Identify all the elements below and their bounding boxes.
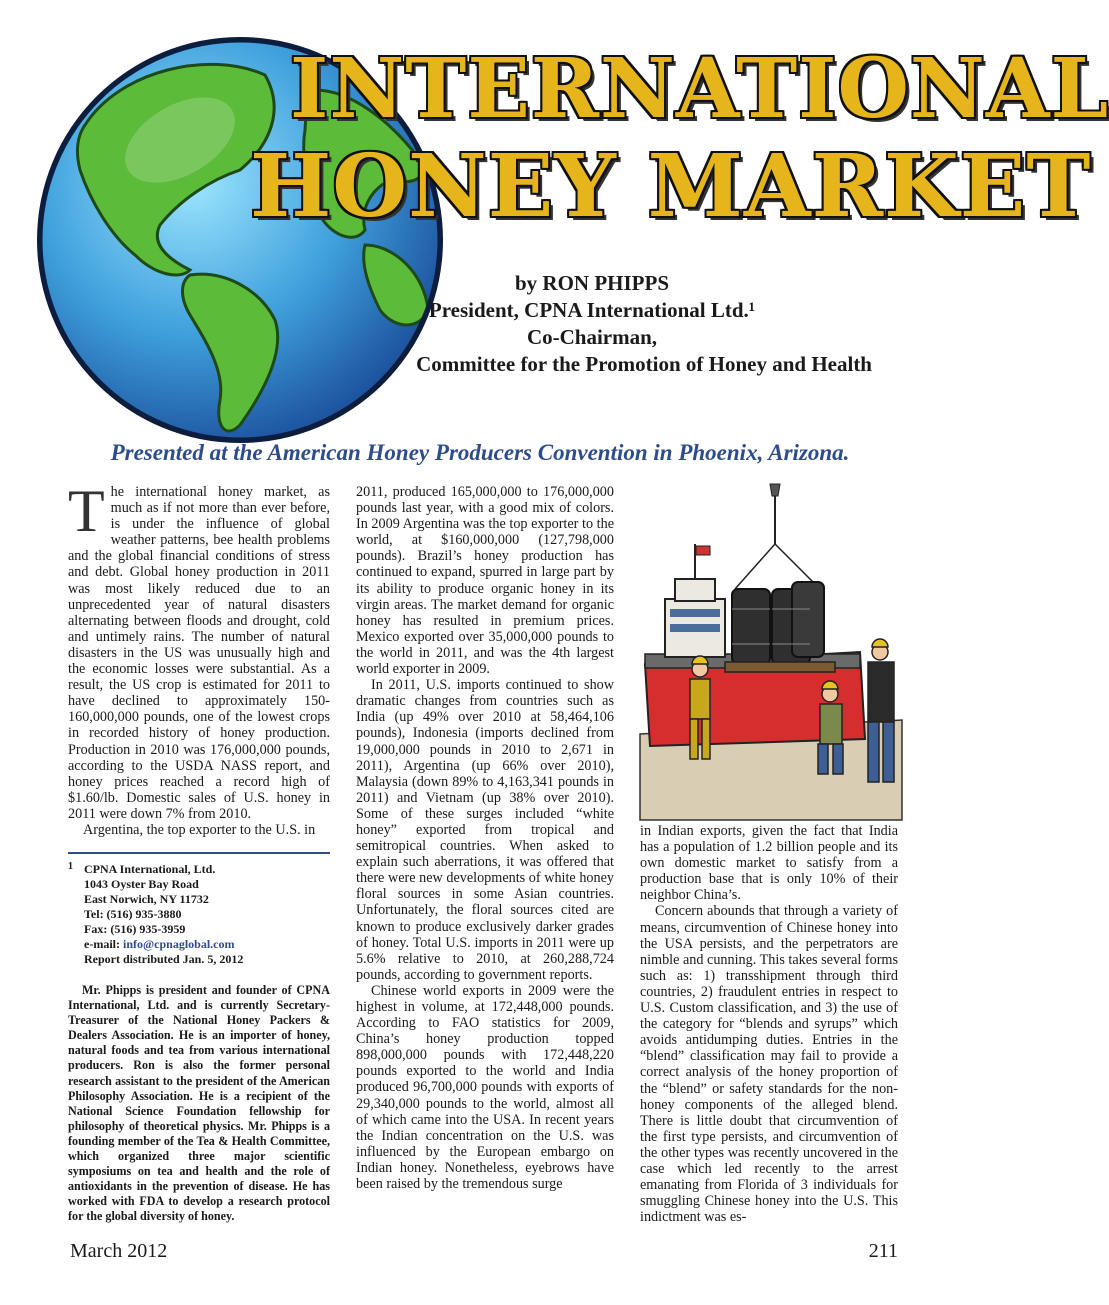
footnote-divider	[68, 852, 330, 854]
title-line-1: INTERNATIONAL	[290, 41, 1109, 137]
author-role: Co-Chairman,	[526, 325, 658, 349]
column-2-paragraph-3: Chinese world exports in 2009 were the highest in volume, at 172,448,000 pounds. According to FAO statistics for 2009, China’s honey production topped 898,000,000 pounds with 172,448,220 pounds exported to the world and India produced 96,700,000 pounds with exports of 29,340,000 pounds to the world, almost all of which came into the USA. In recent years the Indian concentration on the U.S. was influenced by the European embargo on Indian honey. Nonetheless, eyebrows have been raised by the tremendous surge	[356, 982, 614, 1193]
email-link[interactable]: info@cpnaglobal.com	[122, 937, 235, 951]
presented-at-subtitle: Presented at the American Honey Producers Convention in Phoenix, Arizona.	[110, 440, 850, 465]
page-number: 211	[868, 1240, 898, 1262]
author-committee: Committee for the Promotion of Honey and Health	[416, 352, 872, 376]
column-3	[640, 823, 898, 1225]
footnote-line: East Norwich, NY 11732	[84, 892, 209, 906]
column-2-paragraph-1: 2011, produced 165,000,000 to 176,000,000 pounds last year, with a good mix of colors. In 2009 Argentina was the top exporter to the world, at $160,000,000 (127,798,000 pounds). Brazil’s honey production has continued to expand, spurred in large part by its ability to produce organic honey in its virgin areas. The market demand for organic honey has resulted in premium prices. Mexico exported over 35,000,000 pounds to the world in 2011, and was the 4th largest world exporter in 2009.	[356, 484, 614, 678]
column-1	[68, 478, 330, 838]
footnote-report-date: Report distributed Jan. 5, 2012	[84, 952, 244, 966]
column-1-paragraph-1: The international honey market, as much as if not more than ever before, is under the influence of global weather patterns, bee health problems and the global financial conditions of stress and debt. Global honey production in 2011 was most likely reduced due to an unprecedented year of natural disasters alternating between floods and drought, cold and untimely rains. The number of natural disasters in the US was unusually high and the economic losses were substantial. As a result, the US crop is estimated for 2011 to have declined to approximately 150-160,000,000 pounds, one of the lowest crops in recorded history of honey production. Production in 2010 was 176,000,000 pounds, according to the USDA NASS report, and honey prices reached a record high of $1.60/lb. Domestic sales of U.S. honey in 2011 were down 7% from 2010.	[68, 478, 330, 822]
footnote-line: Tel: (516) 935-3880	[84, 907, 182, 921]
ship-unloading-illustration	[640, 484, 902, 820]
author-bio: Mr. Phipps is president and founder of CPNA International, Ltd. and is currently Secretary-Treasurer of the National Honey Packers & Dealers Association. He is an importer of honey, natural foods and tea from various international producers. Ron is also the former personal research assistant to the president of the American Philosophy Association. He is a recipient of the National Science Foundation fellowship for philosophy of theoretical physics. Mr. Phipps is a founding member of the Tea & Health Committee, which organized three major scientific symposiums on tea and health and the role of antioxidants in the prevention of disease. He has worked with FDA to develop a research protocol for the global diversity of honey.	[68, 983, 330, 1224]
column-1-paragraph-2: Argentina, the top exporter to the U.S. in	[83, 821, 316, 838]
drop-cap: T	[68, 478, 105, 544]
footnote	[68, 862, 330, 967]
title-line-2: HONEY MARKET	[250, 136, 1092, 237]
column-2	[356, 484, 614, 1192]
column-3-paragraph-1: in Indian exports, given the fact that India has a population of 1.2 billion people and its own domestic market to satisfy from a production base that is only 10% of their neighbor China’s.	[640, 823, 898, 904]
footnote-line: CPNA International, Ltd.	[84, 862, 216, 876]
footnote-mark: 1	[68, 861, 73, 872]
issue-date: March 2012	[70, 1240, 168, 1262]
author-title: President, CPNA International Ltd.¹	[428, 298, 756, 322]
footnote-line: 1043 Oyster Bay Road	[84, 877, 199, 891]
author-byline	[312, 270, 872, 378]
footnote-email-row: e-mail: info@cpnaglobal.com	[84, 937, 235, 951]
column-3-paragraph-2: Concern abounds that through a variety of means, circumvention of Chinese honey into the USA persists, and the perpetrators are nimble and cunning. This takes several forms such as: 1) transshipment through third countries, 2) fraudulent entries in respect to U.S. Custom classification, and 3) the use of the category for “blends and syrups” which avoids antidumping duties. Entries in the “blend” classification may fail to provide a correct analysis of the honey proportion of the “blend” or safety standards for the non-honey components of the alleged blend. There is little doubt that circumvention of the first type persists, and circumvention of the other types was recently uncovered in the case which led recently to the arrest emanating from Florida of 3 individuals for smuggling Chinese honey into the U.S. This indictment was es-	[640, 903, 898, 1226]
column-2-paragraph-2: In 2011, U.S. imports continued to show dramatic changes from countries such as India (up 49% over 2010 at 58,464,106 pounds), Indonesia (imports declined from 19,000,000 pounds in 2010 to 2,671 in 2011), Argentina (up 66% over 2010), Malaysia (down 89% to 4,163,341 pounds in 2011) and Vietnam (up 38% over 2010). Some of these surges included “white honey” exported from tropical and semitropical countries. When asked to explain such aberrations, it was offered that there were new developments of white honey floral sources in some Asian countries. Unfortunately, the floral sources cited are known to produce exclusively darker grades of honey. Total U.S. imports in 2011 were up 5.6% relative to 2010, at 260,288,724 pounds, according to government reports.	[356, 677, 614, 983]
footnote-line: Fax: (516) 935-3959	[84, 922, 186, 936]
author-name: by RON PHIPPS	[514, 271, 669, 295]
